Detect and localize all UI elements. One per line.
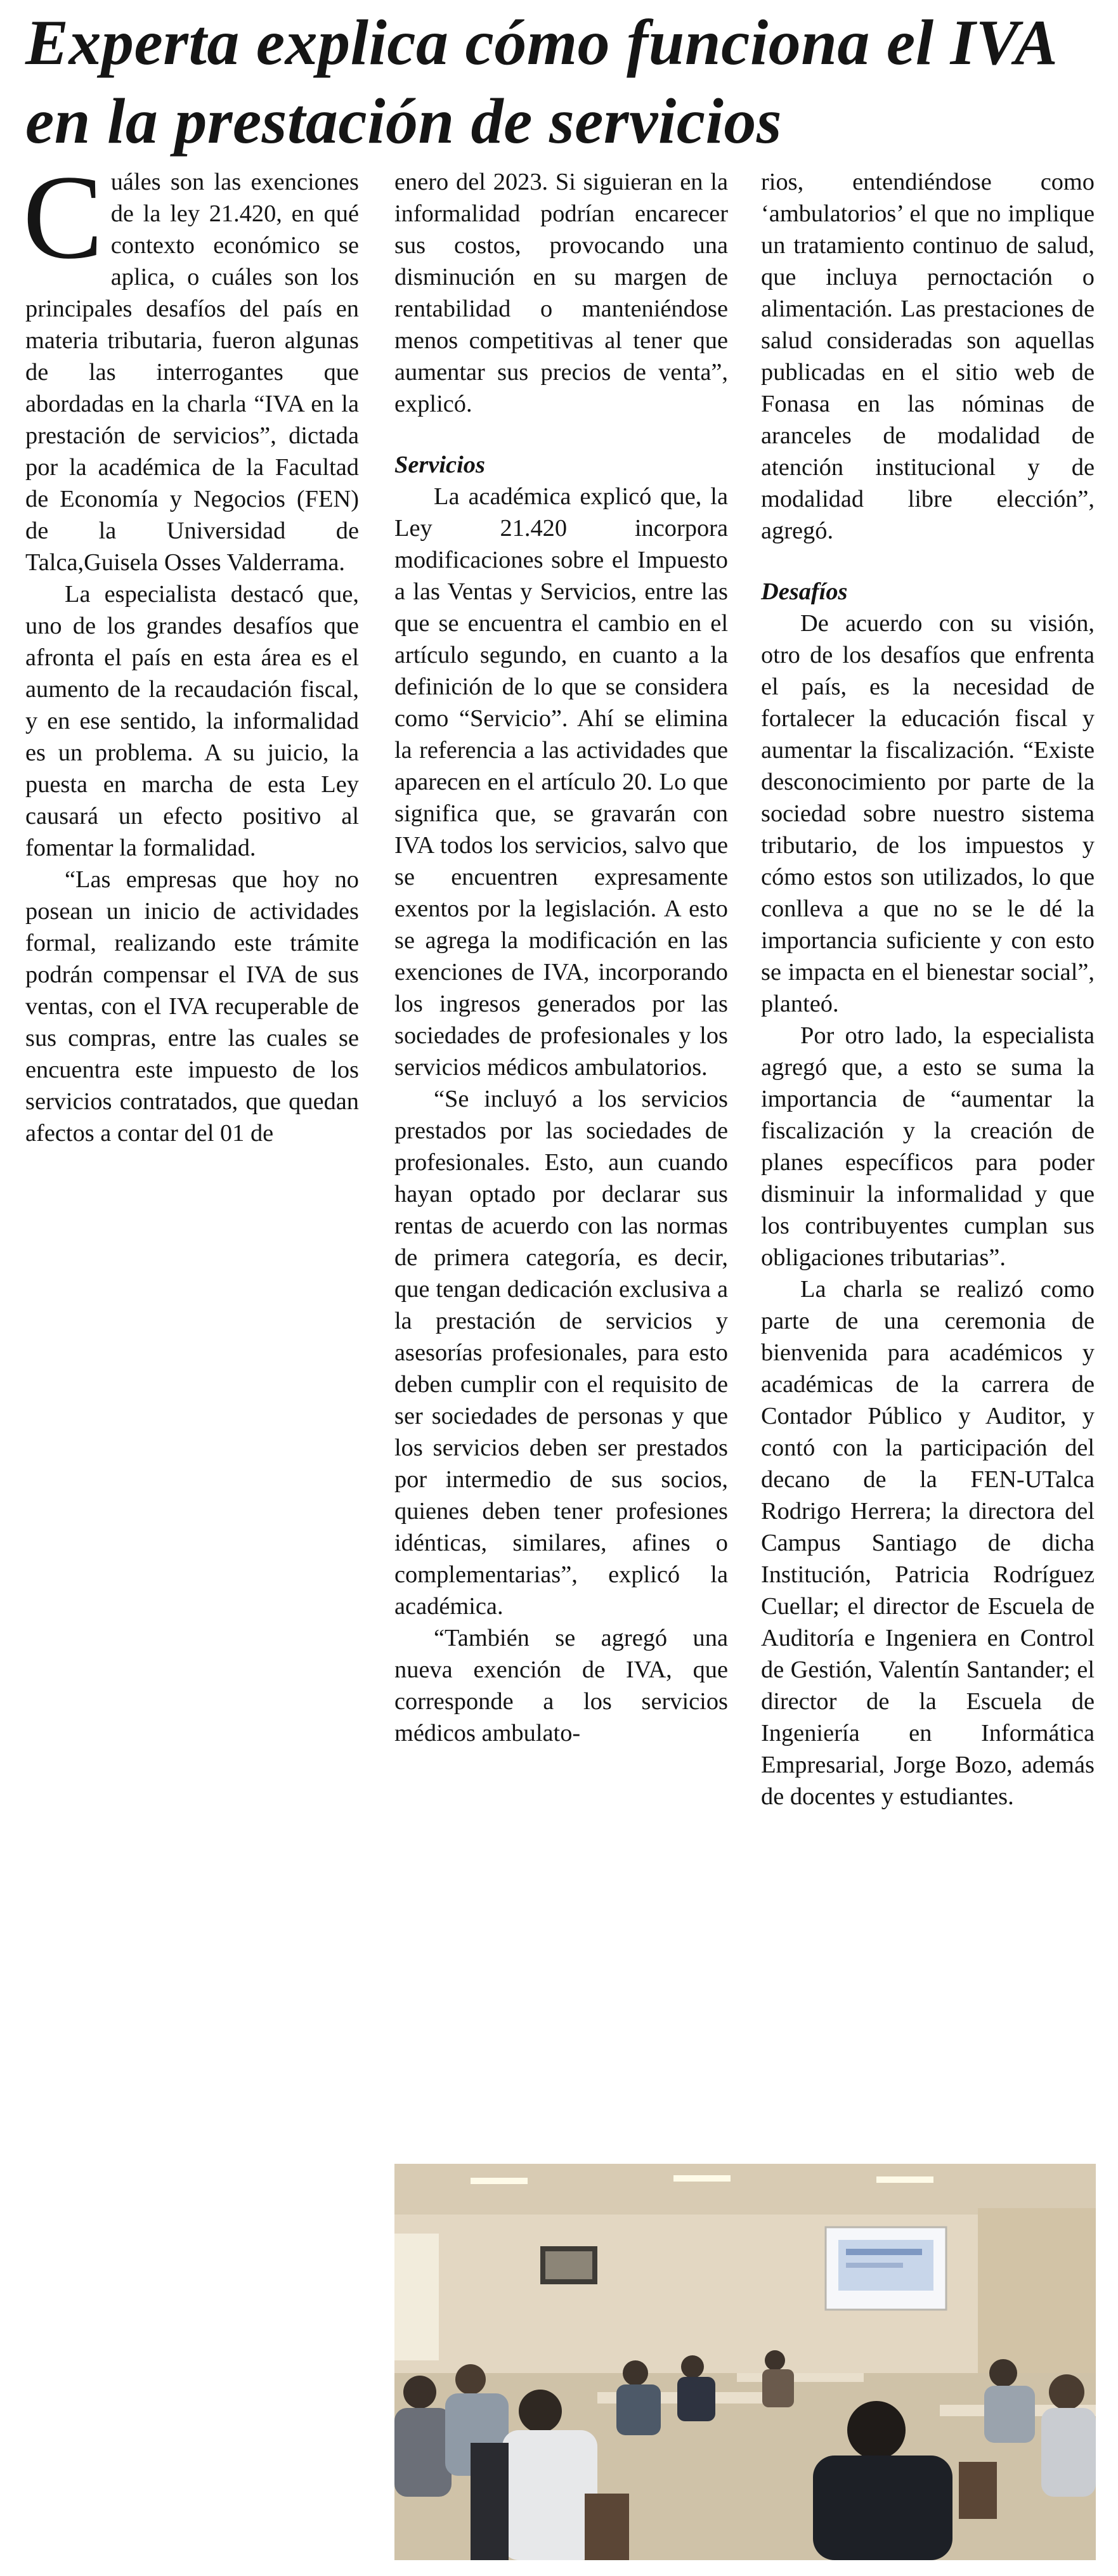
paragraph-companies-quote-cont: enero del 2023. Si siguieran en la informalidad podrían encarecer sus costos, provocando una disminución en su margen de rentabilidad o manteniéndose menos competitivas al tener que aumentar sus precios de venta”, explicó. bbox=[394, 169, 728, 417]
paragraph-medical-exemption: “También se agregó una nueva exención de IVA, que corresponde a los servicios médicos ambulato- bbox=[394, 1625, 728, 1747]
paragraph-medical-exemption-cont: rios, entendiéndose como ‘ambulatorios’ el que no implique un tratamiento continuo de salud, que incluya pernoctación o alimentación. Las prestaciones de salud consideradas son aquellas publicadas en el sitio web de Fonasa en las nóminas de aranceles de modalidad de atención institucional y de modalidad libre elección”, agregó. bbox=[761, 169, 1095, 544]
paragraph-specialist: La especialista destacó que, uno de los grandes desafíos que afronta el país en esta área es el aumento de la recaudación fiscal, y en ese sentido, la informalidad es un problema. A su juicio, la puesta en marcha de esta Ley causará un efecto positivo al fomentar la formalidad. bbox=[25, 581, 359, 861]
paragraph-challenges: De acuerdo con su visión, otro de los desafíos que enfrenta el país, es la necesidad de fortalecer la educación fiscal y aumentar la fiscalización. “Existe desconocimiento por parte de la sociedad sobre nuestro sistema tributario, de los impuestos y cómo estos son utilizados, lo que conlleva a que no se le dé la importancia suficiente y con esto se impacta en el bienestar social”, planteó. bbox=[761, 610, 1095, 1017]
paragraph-professional-societies: “Se incluyó a los servicios prestados por las sociedades de profesionales. Esto, aun cuando hayan optado por declarar sus rentas de acuerdo con las normas de primera categoría, es decir, que tengan dedicación exclusiva a la prestación de servicios y asesorías profesionales, para esto deben cumplir con el requisito de ser sociedades de personas y que los servicios deben ser prestados por intermedio de sus socios, quienes deben tener profesiones idénticas, similares, afines o complementarias”, explicó la académica. bbox=[394, 1086, 728, 1620]
paragraph-companies-quote: “Las empresas que hoy no posean un inicio de actividades formal, realizando este trámite podrán compensar el IVA de sus ventas, con el IVA recuperable de sus compras, entre las cuales se encuentra este impuesto de los servicios contratados, que quedan afectos a contar del 01 de bbox=[25, 866, 359, 1147]
article-column-1 bbox=[23, 151, 359, 1149]
paragraph-intro-text: uáles son las exenciones de la ley 21.420, en qué contexto económico se aplica, o cuáles son los principales desafíos del país en materia tributaria, fueron algunas de las interrogantes que abordadas en la charla “IVA en la prestación de servicios”, dictada por la académica de la Facultad de Economía y Negocios (FEN) de la Universidad de Talca,Guisela Osses Valderrama. bbox=[25, 169, 359, 576]
headline bbox=[25, 4, 1103, 161]
headline-line-1: Experta explica cómo funciona el IVA bbox=[25, 7, 1058, 79]
paragraph-law-changes: La académica explicó que, la Ley 21.420 incorpora modificaciones sobre el Impuesto a las Ventas y Servicios, entre las que se encuentra el cambio en el artículo segundo, en cuanto a la definición de lo que se considera como “Servicio”. Ahí se elimina la referencia a las actividades que aparecen en el artículo 20. Lo que significa que, se gravarán con IVA todos los servicios, salvo que se encuentren expresamente exentos por la legislación. A esto se agrega la modificación en las exenciones de IVA, incorporando los ingresos generados por las sociedades de profesionales y los servicios médicos ambulatorios. bbox=[394, 483, 728, 1081]
paragraph-ceremony: La charla se realizó como parte de una ceremonia de bienvenida para académicos y académicas de la carrera de Contador Público y Auditor, y contó con la participación del decano de la FEN-UTalca Rodrigo Herrera; la directora del Campus Santiago de dicha Institución, Patricia Rodríguez Cuellar; el director de Escuela de Auditoría e Ingeniera en Control de Gestión, Valentín Santander; el director de la Escuela de Ingeniería en Informática Empresarial, Jorge Bozo, además de docentes y estudiantes. bbox=[761, 1276, 1095, 1810]
drop-cap: C bbox=[23, 151, 103, 284]
subhead-servicios: Servicios bbox=[394, 452, 485, 478]
paragraph-intro bbox=[23, 151, 359, 578]
article-column-2 bbox=[394, 166, 728, 1749]
paragraph-fiscalization: Por otro lado, la especialista agregó que, a esto se suma la importancia de “aumentar la fiscalización y la creación de planes específicos para poder disminuir la informalidad y que los contribuyentes cumplan sus obligaciones tributarias”. bbox=[761, 1022, 1095, 1271]
event-photo bbox=[394, 2164, 1096, 2560]
subhead-desafios: Desafíos bbox=[761, 578, 848, 605]
headline-line-2: en la prestación de servicios bbox=[25, 86, 783, 157]
article-column-3 bbox=[761, 166, 1095, 1812]
